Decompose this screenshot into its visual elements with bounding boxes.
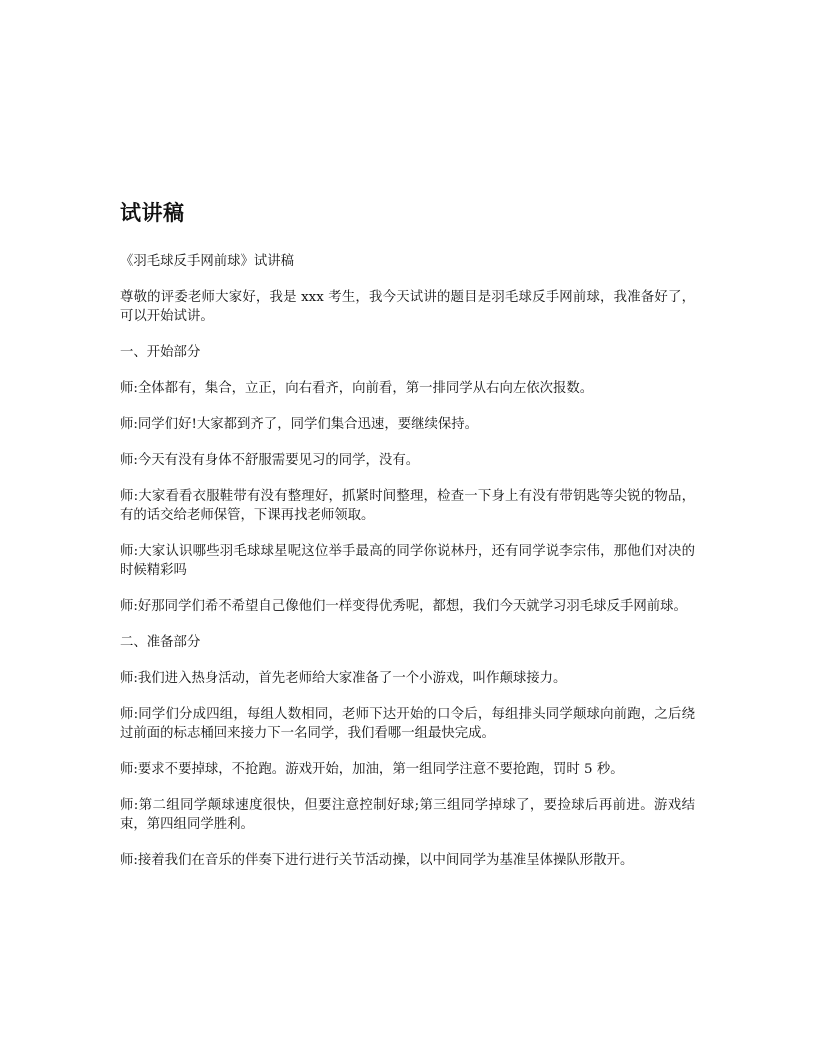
paragraph: 师:同学们分成四组，每组人数相同，老师下达开始的口令后，每组排头同学颠球向前跑，之后绕过前面的标志桶回来接力下一名同学，我们看哪一组最快完成。 — [120, 707, 695, 741]
paragraph: 师:今天有没有身体不舒服需要见习的同学，没有。 — [120, 453, 420, 468]
paragraph: 师:要求不要掉球，不抢跑。游戏开始，加油，第一组同学注意不要抢跑，罚时 5 秒。 — [120, 762, 624, 777]
document-page — [120, 198, 695, 887]
paragraph: 师:接着我们在音乐的伴奏下进行进行关节活动操，以中间同学为基准呈体操队形散开。 — [120, 853, 634, 868]
paragraph: 师:第二组同学颠球速度很快，但要注意控制好球;第三组同学掉球了，要捡球后再前进。游戏结束，第四组同学胜利。 — [120, 798, 695, 832]
lecture-subtitle: 《羽毛球反手网前球》试讲稿 — [120, 254, 295, 269]
section-heading-prep: 二、准备部分 — [120, 635, 201, 650]
paragraph: 师:好那同学们希不希望自己像他们一样变得优秀呢，都想，我们今天就学习羽毛球反手网前球。 — [120, 599, 687, 614]
paragraph: 师:同学们好!大家都到齐了，同学们集合迅速，要继续保持。 — [120, 417, 479, 432]
paragraph: 师:我们进入热身活动，首先老师给大家准备了一个小游戏，叫作颠球接力。 — [120, 671, 567, 686]
section-heading-start: 一、开始部分 — [120, 345, 201, 360]
paragraph: 师:大家看看衣服鞋带有没有整理好，抓紧时间整理，检查一下身上有没有带钥匙等尖锐的物品，有的话交给老师保管，下课再找老师领取。 — [120, 489, 695, 523]
document-title: 试讲稿 — [120, 201, 185, 225]
paragraph: 师:全体都有，集合，立正，向右看齐，向前看，第一排同学从右向左依次报数。 — [120, 381, 594, 396]
paragraph: 师:大家认识哪些羽毛球球星呢这位举手最高的同学你说林丹，还有同学说李宗伟，那他们对决的时候精彩吗 — [120, 544, 695, 578]
opening-greeting: 尊敬的评委老师大家好，我是 xxx 考生，我今天试讲的题目是羽毛球反手网前球，我准备好了，可以开始试讲。 — [120, 290, 695, 324]
